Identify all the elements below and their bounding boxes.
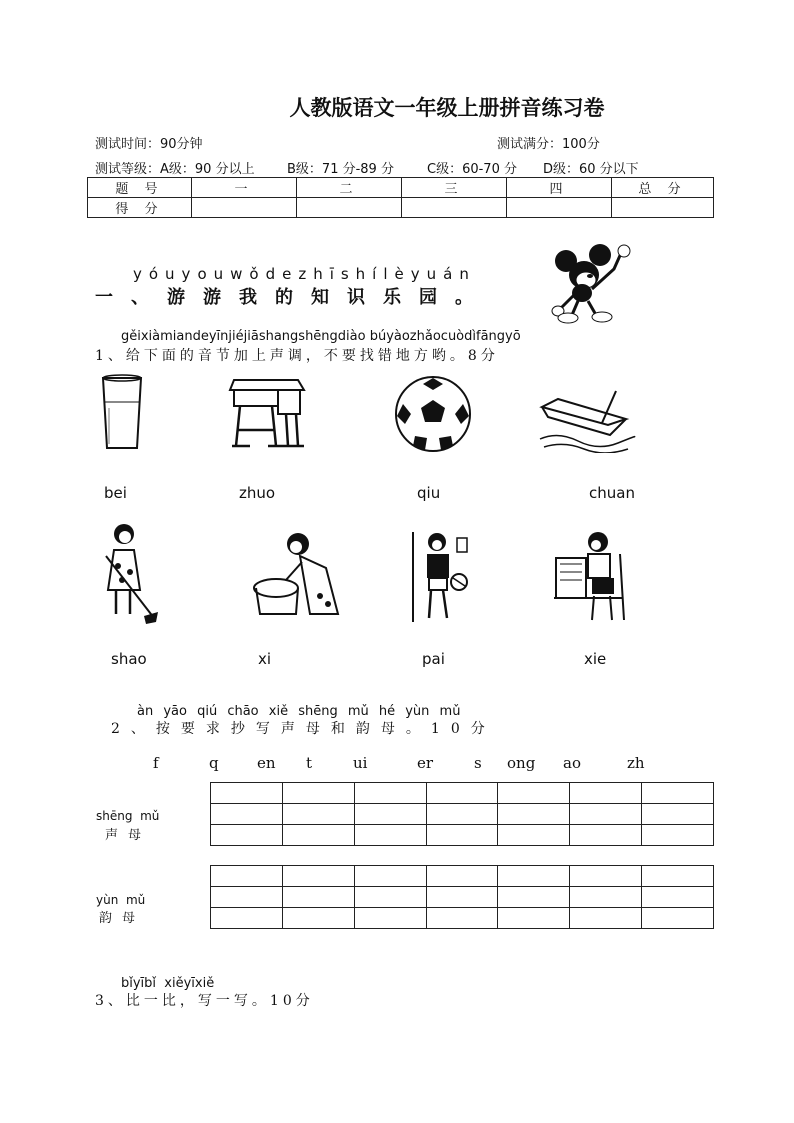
q1-text: 1、给下面的音节加上声调，不要找错地方哟。8分 xyxy=(95,348,499,364)
write-cell[interactable] xyxy=(570,887,642,908)
yunmu-writing-grid xyxy=(210,865,714,929)
level-a: 测试等级：A级：90 分以上 xyxy=(95,162,255,177)
write-cell[interactable] xyxy=(282,866,354,887)
write-cell[interactable] xyxy=(211,825,283,846)
word-xie: xie xyxy=(584,650,607,668)
word-zhuo: zhuo xyxy=(239,484,276,502)
write-cell[interactable] xyxy=(211,804,283,825)
q2-text: 2、按要求抄写声母和韵母。10分 xyxy=(111,721,496,737)
yunmu-label: 韵母 xyxy=(99,911,146,926)
shengmu-label: 声母 xyxy=(105,828,152,843)
score-cell[interactable] xyxy=(507,198,612,218)
glass-icon xyxy=(100,374,144,452)
write-cell[interactable] xyxy=(282,887,354,908)
write-cell[interactable] xyxy=(426,825,498,846)
word-xi: xi xyxy=(258,650,272,668)
girl-sweeping-icon xyxy=(98,520,160,624)
letter-item: en xyxy=(257,754,276,772)
write-cell[interactable] xyxy=(211,887,283,908)
write-cell[interactable] xyxy=(642,825,714,846)
write-cell[interactable] xyxy=(426,887,498,908)
score-cell[interactable] xyxy=(402,198,507,218)
word-shao: shao xyxy=(111,650,147,668)
write-cell[interactable] xyxy=(498,866,570,887)
score-header-1: 一 xyxy=(192,178,297,198)
full-score: 测试满分：100分 xyxy=(497,137,600,152)
score-cell[interactable] xyxy=(612,198,714,218)
letter-item: t xyxy=(306,754,313,772)
q3-pinyin: bǐyībǐ xiěyīxiě xyxy=(121,976,215,991)
level-c: C级：60-70 分 xyxy=(427,162,517,177)
word-pai: pai xyxy=(422,650,445,668)
write-cell[interactable] xyxy=(426,866,498,887)
write-cell[interactable] xyxy=(282,825,354,846)
write-cell[interactable] xyxy=(498,783,570,804)
write-cell[interactable] xyxy=(426,804,498,825)
shengmu-writing-grid xyxy=(210,782,714,846)
write-cell[interactable] xyxy=(282,908,354,929)
boy-ball-icon xyxy=(407,528,471,624)
yunmu-pinyin: yùn mǔ xyxy=(96,893,146,907)
write-cell[interactable] xyxy=(282,804,354,825)
score-header-4: 四 xyxy=(507,178,612,198)
write-cell[interactable] xyxy=(642,866,714,887)
letter-item: ui xyxy=(353,754,368,772)
write-cell[interactable] xyxy=(354,804,426,825)
boy-writing-icon xyxy=(552,530,636,622)
score-table xyxy=(87,177,714,218)
boat-icon xyxy=(538,385,636,453)
level-b: B级：71 分-89 分 xyxy=(287,162,394,177)
score-header-2: 二 xyxy=(297,178,402,198)
write-cell[interactable] xyxy=(354,866,426,887)
q2-pinyin: àn yāo qiú chāo xiě shēng mǔ hé yùn mǔ xyxy=(137,704,461,719)
score-header-total: 总 分 xyxy=(612,178,714,198)
write-cell[interactable] xyxy=(570,825,642,846)
word-bei: bei xyxy=(104,484,127,502)
write-cell[interactable] xyxy=(498,908,570,929)
football-icon xyxy=(393,374,473,454)
word-qiu: qiu xyxy=(417,484,441,502)
write-cell[interactable] xyxy=(211,783,283,804)
letter-item: q xyxy=(209,754,219,772)
word-chuan: chuan xyxy=(589,484,635,502)
write-cell[interactable] xyxy=(282,783,354,804)
write-cell[interactable] xyxy=(354,908,426,929)
level-d: D级：60 分以下 xyxy=(543,162,639,177)
write-cell[interactable] xyxy=(642,783,714,804)
desk-icon xyxy=(228,374,306,454)
write-cell[interactable] xyxy=(426,783,498,804)
letter-item: ao xyxy=(563,754,581,772)
score-cell[interactable] xyxy=(297,198,402,218)
write-cell[interactable] xyxy=(211,908,283,929)
shengmu-pinyin: shēng mǔ xyxy=(96,809,160,823)
letter-row xyxy=(0,754,794,776)
page-title: 人教版语文一年级上册拼音练习卷 xyxy=(289,95,605,120)
write-cell[interactable] xyxy=(642,887,714,908)
write-cell[interactable] xyxy=(354,825,426,846)
write-cell[interactable] xyxy=(498,825,570,846)
write-cell[interactable] xyxy=(570,783,642,804)
write-cell[interactable] xyxy=(426,908,498,929)
score-row-label: 得 分 xyxy=(88,198,192,218)
write-cell[interactable] xyxy=(570,804,642,825)
letter-item: er xyxy=(417,754,434,772)
score-header-3: 三 xyxy=(402,178,507,198)
write-cell[interactable] xyxy=(498,804,570,825)
q1-pinyin: gěixiàmiandeyīnjiéjiāshangshēngdiào búyàozhǎocuòdìfāngyō xyxy=(121,329,521,344)
letter-item: s xyxy=(474,754,482,772)
letter-item: zh xyxy=(627,754,645,772)
section1-heading: 一、游游我的知识乐园。 xyxy=(95,287,491,308)
cartoon-mouse-icon xyxy=(548,243,638,325)
section1-pinyin: yóuyouwǒdezhīshílèyuán xyxy=(133,265,476,283)
write-cell[interactable] xyxy=(211,866,283,887)
score-cell[interactable] xyxy=(192,198,297,218)
test-time: 测试时间：90分钟 xyxy=(95,137,203,152)
write-cell[interactable] xyxy=(354,783,426,804)
score-header-label: 题 号 xyxy=(88,178,192,198)
write-cell[interactable] xyxy=(642,908,714,929)
girl-washing-icon xyxy=(250,528,342,618)
letter-item: f xyxy=(153,754,159,772)
write-cell[interactable] xyxy=(570,908,642,929)
write-cell[interactable] xyxy=(498,887,570,908)
letter-item: ong xyxy=(507,754,536,772)
write-cell[interactable] xyxy=(570,866,642,887)
q3-text: 3、比一比，写一写。10分 xyxy=(95,993,314,1009)
write-cell[interactable] xyxy=(354,887,426,908)
write-cell[interactable] xyxy=(642,804,714,825)
